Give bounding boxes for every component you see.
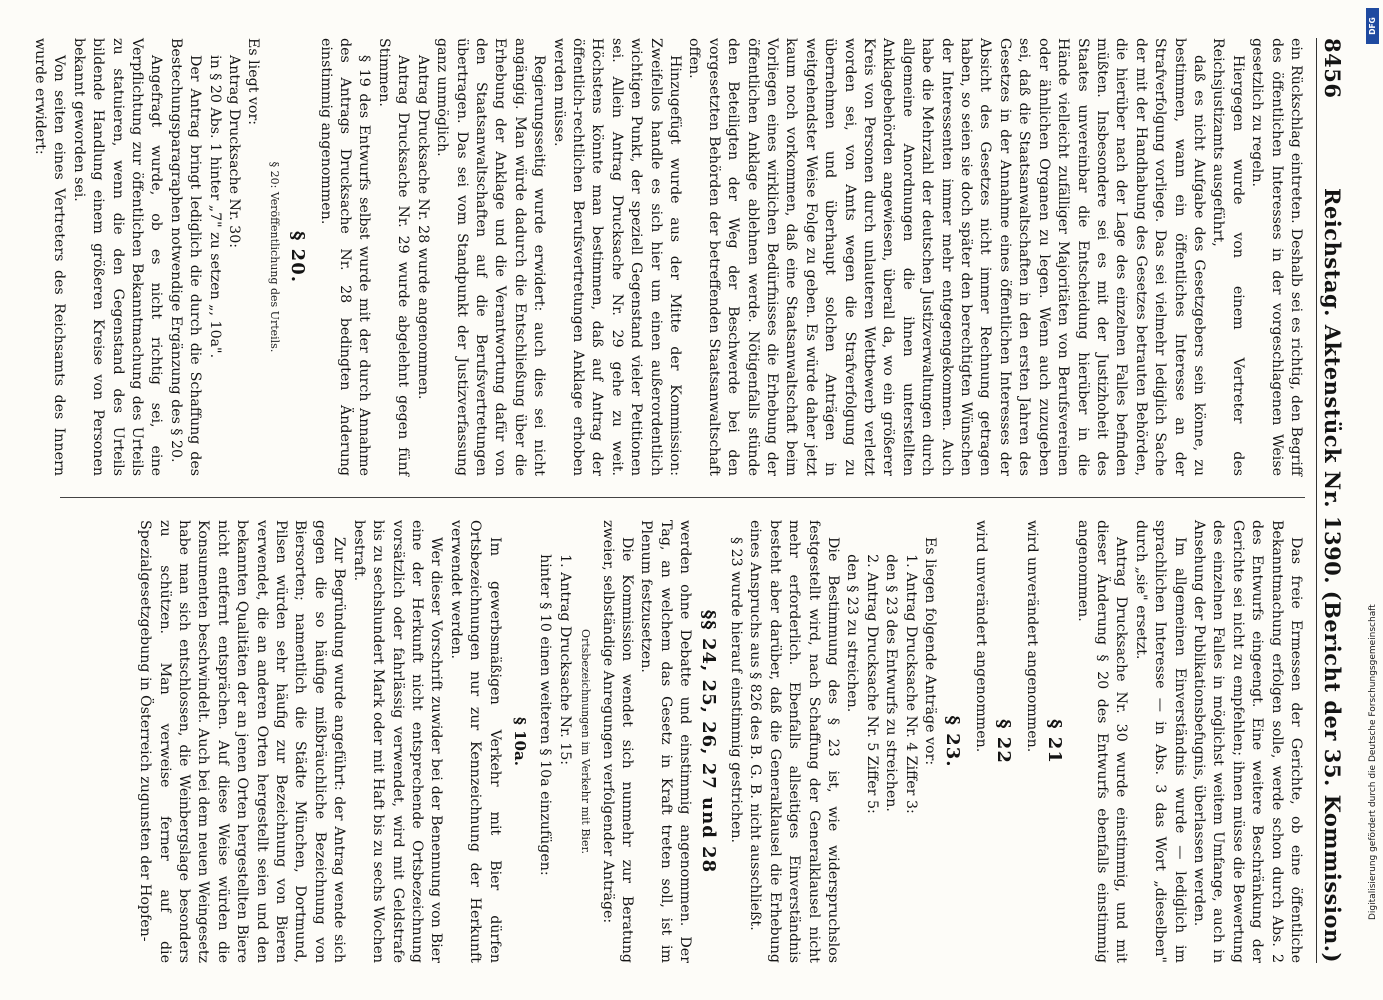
paragraph: ein Rückschlag eintreten. Deshalb sei es richtig, den Begriff des öffentlichen Interesses in der vorgeschlagenen Weise gesetzlich zu regeln. [1249, 38, 1304, 476]
paragraph: wird unverändert angenommen. [1023, 520, 1040, 753]
right-column [50, 520, 1305, 963]
paragraph: Angefragt wurde, ob es nicht richtig sei, eine Verpflichtung zur öffentlichen Bekanntmachung des Urteils zu statuieren, wenn die den Gegenstand des Urteils bildende Handlung einem größeren Kreise von Personen bekannt geworden sei. [70, 38, 165, 476]
paragraph: Es liegen folgende Anträge vor: [922, 537, 939, 766]
section-heading: § 21 [1044, 719, 1066, 764]
paragraph: Die Kommission wendet sich nunmehr zur Beratung zweier, selbständige Anregungen verfolgender Anträge: [599, 520, 635, 963]
paragraph: Wer dieser Vorschrift zuwider bei der Benennung von Bier eine der Herkunft nicht entsprechende Ortsbezeichnung vorsätzlich oder fahrlässig verwendet, wird mit Geldstrafe bis zu sechshundert Mark oder mit Haft bis zu sechs Wochen bestraft. [350, 520, 445, 963]
digitization-note-text: Digitalisierung gefördert durch die Deutsche Forschungsgemeinschaft [1368, 604, 1378, 920]
paragraph: Im allgemeinen Einverständnis wurde — lediglich im sprachlichen Interesse — in Abs. 3 das Wort „dieselben" durch „sie" ersetzt. [1132, 520, 1188, 963]
section-heading: § 20. [287, 231, 309, 283]
page-number: 8456 [1320, 38, 1345, 99]
left-column [32, 38, 1305, 476]
list-item: hinter § 10 einen weiteren § 10a einzufügen: [537, 554, 554, 876]
running-header [1316, 38, 1347, 963]
paragraph: Antrag Drucksache Nr. 30: [226, 55, 243, 249]
paragraph: wird unverändert angenommen. [972, 520, 989, 753]
paragraph: werden ohne Debatte und einstimmig angenommen. Der Tag, an welchem das Gesetz in Kraft treten soll, ist im Plenum festzusetzen. [638, 520, 694, 963]
paragraph: Im gewerbsmäßigen Verkehr mit Bier dürfen Ortsbezeichnungen nur zur Kennzeichnung der Herkunft verwendet werden. [447, 520, 503, 963]
header-title: Reichstag. Aktenstück Nr. 1390. [1320, 188, 1345, 585]
paragraph: Zur Begründung wurde angeführt: der Antrag wende sich gegen die so häufige mißbräuchliche Bezeichnung von Biersorten; namentlich die Städte München, Dortmund, Pilsen würden sehr häufig zur Bezeichnung von Bieren verwendet, die an anderen Orten hergestellt seien und den bekannten Qualitäten der an jenen Orten hergestellten Biere nicht entfernt entsprächen. Auf diese Weise würden die Konsumenten beschwindelt. Auch bei dem neuen Weingesetz habe man sich entschlossen, die Weinbergslage besonders zu schützen. Man verweise ferner auf die Spezialgesetzgebung in Österreich zugunsten der Hopfen- [137, 520, 348, 963]
scanned-page-area [32, 0, 1365, 1000]
digitization-note [1366, 60, 1380, 920]
paragraph: Hinzugefügt wurde aus der Mitte der Kommission: Zweifellos handle es sich hier um einen außerordentlich wichtigen Punkt, der speziell Gegenstand vieler Petitionen sei. Allein Antrag Drucksache Nr. 29 gehe zu weit. Höchstens könnte man bestimmen, daß auf Antrag der öffentlich-rechtlichen Berufsvertretungen Anklage erhoben werden müsse. [550, 38, 683, 476]
header-subtitle: (Bericht der 35. Kommission.) [1320, 590, 1345, 963]
paragraph: Antrag Drucksache Nr. 30 wurde einstimmig, und mit dieser Änderung § 20 des Entwurfs ebenfalls einstimmig angenommen. [1074, 520, 1130, 963]
paragraph: Von seiten eines Vertreters des Reichsamts des Innern wurde erwidert: [32, 38, 68, 476]
list-item: 1. Antrag Drucksache Nr. 15: [556, 554, 573, 766]
section-heading: § 22 [993, 719, 1015, 764]
dfg-logo-text: DFG [1368, 17, 1377, 35]
paragraph: § 23 wurde hierauf einstimmig gestrichen. [728, 537, 745, 843]
section-heading: §§ 24, 25, 26, 27 und 28 [697, 609, 719, 874]
paragraph: Es liegt vor: [245, 38, 262, 126]
document-page [32, 0, 1365, 1000]
section-note: Ortsbezeichnungen im Verkehr mit Bier. [579, 628, 593, 855]
paragraph: Hiergegen wurde von einem Vertreter des Reichsjustizamts ausgeführt, [1210, 38, 1246, 476]
paragraph: Regierungsseitig wurde erwidert: auch dies sei nicht angängig. Man würde dadurch die Entschließung über die Erhebung der Anklage und die Verantwortung dafür von den Staatsanwaltschaften auf die Berufsvertretungen übertragen. Das sei vom Standpunkt der Justizverfassung ganz unmöglich. [434, 38, 548, 476]
paragraph: Das freie Ermessen der Gerichte, ob eine öffentliche Bekanntmachung erfolgen solle, werde schon durch Abs. 2 des Entwurfs eingeengt. Eine weitere Beschränkung der Gerichte sei nicht zu empfehlen; ihnen müsse die Bewertung des einzelnen Falles in möglichst weitem Umfange, auch in Ansehung der Publikationsbefugnis, überlassen werden. [1190, 520, 1304, 963]
paragraph: Der Antrag bringt lediglich die durch die Schaffung des Bestechungsparagraphen notwendige Ergänzung des § 20. [167, 38, 204, 476]
list-item: 2. Antrag Drucksache Nr. 5 Ziffer 5: [863, 554, 880, 814]
section-heading: § 10a. [510, 717, 529, 766]
column-divider [60, 497, 1305, 498]
paragraph: in § 20 Abs. 1 hinter „7" zu setzen „, 10a". [206, 55, 223, 359]
paragraph: § 19 des Entwurfs selbst wurde mit der durch Annahme des Antrags Drucksache Nr. 28 bedingten Änderung einstimmig angenommen. [317, 38, 373, 476]
paragraph: Antrag Drucksache Nr. 29 wurde abgelehnt gegen fünf Stimmen. [375, 38, 412, 476]
section-heading: § 23. [942, 715, 964, 768]
list-item: den § 23 zu streichen. [844, 554, 861, 713]
section-note: § 20: Veröffentlichung des Urteils. [267, 161, 281, 353]
list-item: 1. Antrag Drucksache Nr. 4 Ziffer 3: [902, 554, 919, 814]
paragraph: Die Bestimmung des § 23 ist, wie widerspruchslos festgestellt wird, nach Schaffung der Generalklausel nicht mehr erforderlich. Ebenfalls allseitiges Einverständnis besteht aber darüber, daß die Generalklausel die Erhebung eines Anspruchs aus § 826 des B. G. B. nicht ausschließt. [747, 520, 842, 963]
dfg-logo [1366, 8, 1379, 44]
paragraph: daß es nicht Aufgabe des Gesetzgebers sein könne, zu bestimmen, wann ein öffentliches Interesse an der Strafverfolgung vorliege. Das sei vielmehr lediglich Sache der mit der Handhabung des Gesetzes betrauten Behörden, die hierüber nach der Lage des einzelnen Falles befinden müßten. Insbesondere sei es mit der Justizhoheit des Staates unvereinbar die Entscheidung hierüber in die Hände vielleicht zufälliger Majoritäten von Berufsvereinen oder ähnlichen Organen zu legen. Wenn auch zuzugeben sei, daß die Staatsanwaltschaften in den ersten Jahren des Gesetzes in der Annahme eines öffentlichen Interesses der Absicht des Gesetzes nicht immer Rechnung getragen haben, so seien sie doch später den berechtigten Wünschen der Interessenten immer mehr entgegengekommen. Auch habe die Mehrzahl der deutschen Justizverwaltungen durch allgemeine Anordnungen die ihnen unterstellten Anklagebehörden angewiesen, überall da, wo ein größerer Kreis von Personen durch unlauteren Wettbewerb verletzt worden sei, von Amts wegen die Strafverfolgung zu übernehmen und überhaupt solchen Anträgen in weitgehendster Weise Folge zu geben. Es würde daher jetzt kaum noch vorkommen, daß eine Staatsanwaltschaft beim Vorliegen eines wirklichen Bedürfnisses die Erhebung der öffentlichen Anklage ablehnen werde. Nötigenfalls stünde den Beteiligten der Weg der Beschwerde bei den vorgesetzten Behörden der betreffenden Staatsanwaltschaft offen. [686, 38, 1207, 476]
list-item: den § 23 des Entwurfs zu streichen. [883, 554, 900, 812]
paragraph: Antrag Drucksache Nr. 28 wurde angenommen. [414, 55, 431, 400]
